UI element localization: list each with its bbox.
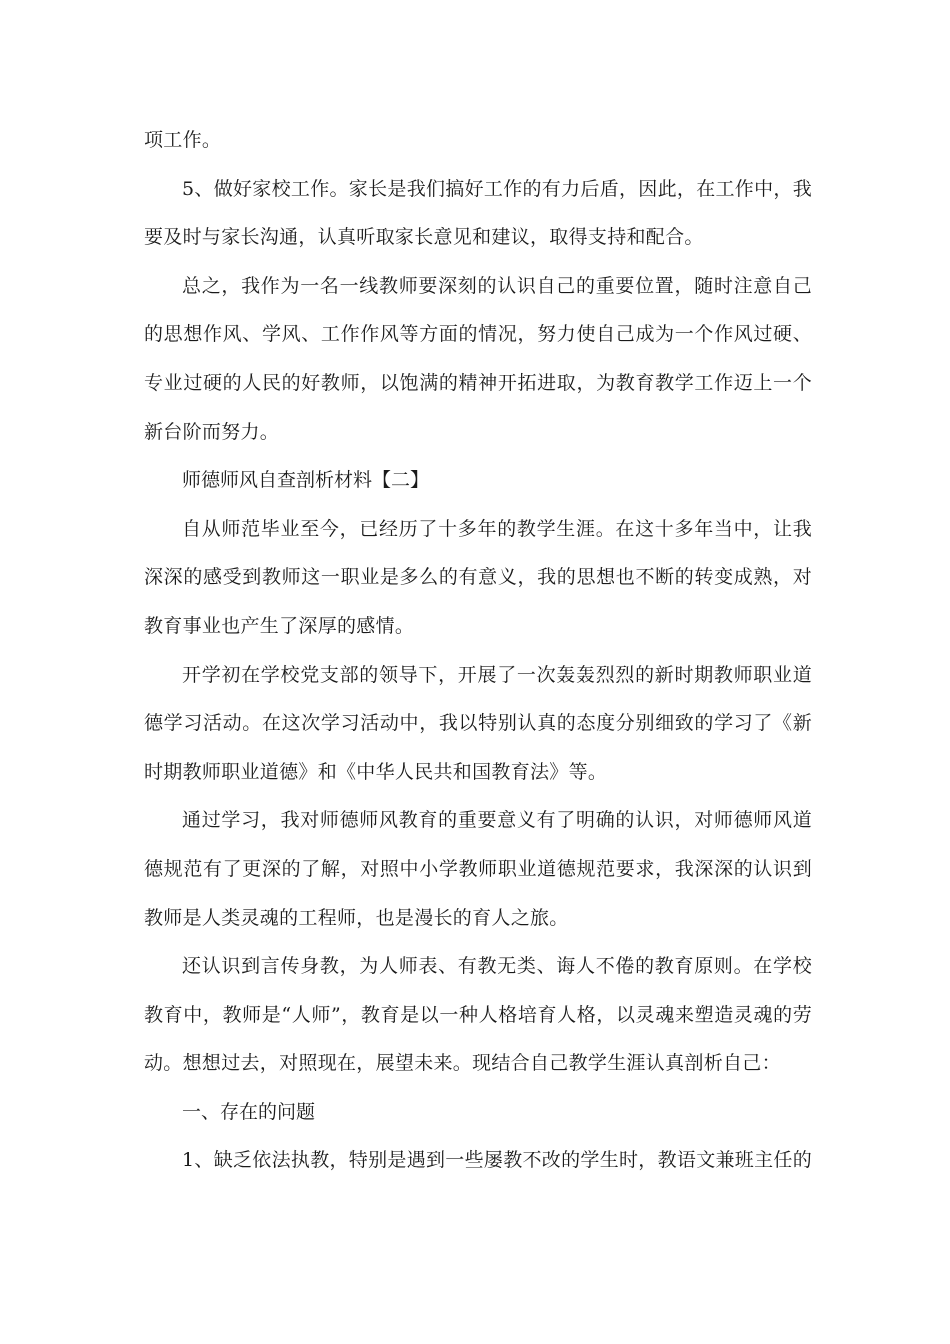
paragraph-continuation: 项工作。: [144, 129, 222, 151]
paragraph-learning-activity: 开学初在学校党支部的领导下，开展了一次轰轰烈烈的新时期教师职业道德学习活动。在这次学习活动中，我以特别认真的态度分别细致的学习了《新时期教师职业道德》和《中华人民共和国教育法》等。: [144, 663, 812, 783]
paragraph-education-principles: 还认识到言传身教，为人师表、有教无类、诲人不倦的教育原则。在学校教育中，教师是“人师”，教育是以一种人格培育人格，以灵魂来塑造灵魂的劳动。想想过去，对照现在，展望未来。现结合自己教学生涯认真剖析自己：: [144, 955, 812, 1075]
document-body: [144, 116, 812, 1185]
paragraph-through-learning: 通过学习，我对师德师风教育的重要意义有了明确的认识，对师德师风道德规范有了更深的了解，对照中小学教师职业道德规范要求，我深深的认识到教师是人类灵魂的工程师，也是漫长的育人之旅。: [144, 809, 812, 929]
paragraph-teaching-career: 自从师范毕业至今，已经历了十多年的教学生涯。在这十多年当中，让我深深的感受到教师这一职业是多么的有意义，我的思想也不断的转变成熟，对教育事业也产生了深厚的感情。: [144, 517, 812, 637]
paragraph-summary: 总之，我作为一名一线教师要深刻的认识自己的重要位置，随时注意自己的思想作风、学风、工作作风等方面的情况，努力使自己成为一个作风过硬、专业过硬的人民的好教师，以饱满的精神开拓进取，为教育教学工作迈上一个新台阶而努力。: [144, 274, 812, 443]
paragraph-home-school-work: 5、做好家校工作。家长是我们搞好工作的有力后盾，因此，在工作中，我要及时与家长沟通，认真听取家长意见和建议，取得支持和配合。: [144, 177, 812, 249]
section-title-self-examination: 师德师风自查剖析材料【二】: [182, 469, 430, 492]
section-title-existing-problems: 一、存在的问题: [182, 1100, 316, 1123]
paragraph-problem-one: 1、缺乏依法执教，特别是遇到一些屡教不改的学生时，教语文兼班主任的: [182, 1149, 812, 1172]
